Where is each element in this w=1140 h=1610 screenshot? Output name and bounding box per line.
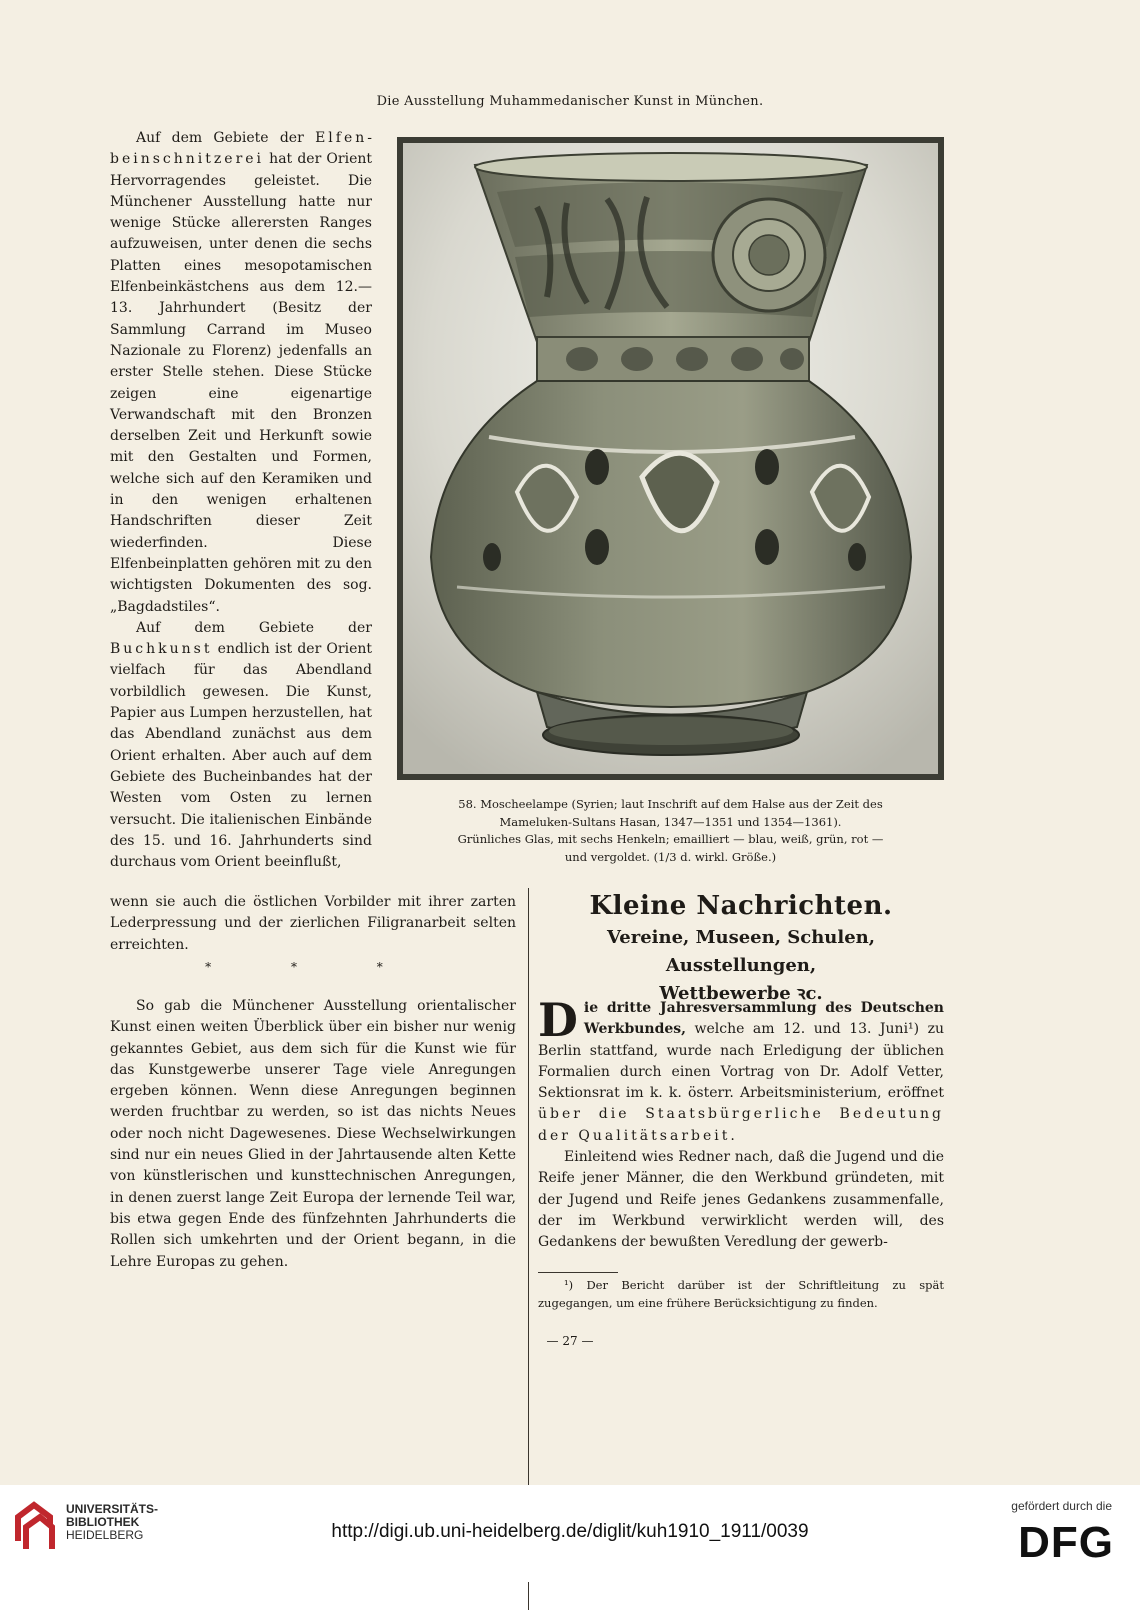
news-lead-bold: ie dritte Jahresversammlung des Deutschen Werkbundes, [583, 1000, 944, 1038]
viewer-footer [0, 1485, 1140, 1582]
source-url-link[interactable]: http://digi.ub.uni-heidelberg.de/diglit/kuh1910_1911/0039 [331, 1521, 809, 1542]
caption-line: 58. Moscheelampe (Syrien; laut Inschrift auf dem Halse aus der Zeit des [458, 797, 883, 811]
funding-label: gefördert durch die [1011, 1499, 1112, 1513]
section-separator: * * * [205, 960, 421, 974]
dfg-logo-icon[interactable]: DFG [1018, 1518, 1114, 1567]
left-column-bottom [110, 996, 516, 1273]
body-paragraph [110, 618, 372, 874]
caption-line: Grünliches Glas, mit sechs Henkeln; emailliert — blau, weiß, grün, rot — [457, 832, 884, 846]
news-heading [538, 888, 944, 1008]
caption-line: und vergoldet. (1/3 d. wirkl. Größe.) [564, 849, 777, 864]
figure-caption [397, 796, 944, 866]
body-paragraph: wenn sie auch die östlichen Vorbilder mit ihrer zarten Lederpressung und der zierlichen Filigranarbeit selten erreichten. [110, 894, 516, 953]
library-name-line: UNIVERSITÄTS- [66, 1502, 159, 1516]
running-head: Die Ausstellung Muhammedanischer Kunst in München. [376, 94, 764, 109]
drop-cap: D [538, 993, 578, 1047]
body-text: hat der Orient Hervorragendes geleistet. Die Münchener Ausstellung hatte nur wenige Stücke allerersten Ranges aufzuweisen, unter denen die sechs Platten eines mesopotamischen Elfenbeinkästchens aus dem 12.—13. Jahrhundert (Besitz der Sammlung Carrand im Museo Nazionale zu Florenz) jedenfalls an erster Stelle stehen. Diese Stücke zeigen eine eigenartige Verwandschaft mit den Bronzen derselben Zeit und Herkunft sowie mit den Gestalten und Formen, welche sich auf den Keramiken und in den wenigen erhaltenen Handschriften dieser Zeit wiederfinden. Diese Elfenbeinplatten gehören mit zu den wichtigsten Dokumenten des sog. „Bagdadstiles“. [110, 151, 372, 615]
footnote-rule [538, 1272, 618, 1273]
news-lead-text: welche am 12. und 13. Juni¹) zu Berlin stattfand, wurde nach Erledigung der üblichen Formalien durch einen Vortrag von Dr. Adolf Vetter, Sektionsrat im k. k. österr. Arbeitsministerium, eröffnet [538, 1021, 944, 1102]
footnote: ¹) Der Bericht darüber ist der Schriftleitung zu spät zugegangen, um eine frühere Berücksichtigung zu finden. [538, 1278, 944, 1310]
spaced-term: Elfenbeinschnitzerei [110, 130, 372, 168]
news-lead-spaced: über die Staatsbürgerliche Bedeutung der Qualitätsarbeit. [538, 1106, 944, 1144]
mosque-lamp-photo [397, 137, 944, 780]
spaced-term: Buchkunst [110, 641, 213, 658]
body-paragraph [110, 128, 372, 618]
news-subtitle: Wettbewerbe ꝛc. [659, 983, 823, 1004]
library-name-line: BIBLIOTHEK [66, 1515, 140, 1529]
body-paragraph: So gab die Münchener Ausstellung orientalischer Kunst einen weiten Überblick über ein bisher nur wenig gekanntes Gebiet, aus dem sich für die Kunst wie für das Kunstgewerbe unserer Tage viele Anregungen ergeben können. Wenn diese Anregungen beginnen werden fruchtbar zu werden, so ist das nichts Neues oder noch nicht Dagewesenes. Diese Wechselwirkungen sind nur ein neues Glied in der Jahrtausende alten Kette von künstlerischen und kunsttechnischen Anregungen, in denen zuerst lange Zeit Europa der lernende Teil war, bis etwa gegen Ende des fünfzehnten Jahrhunderts die Rollen sich umkehrten und der Orient begann, in die Lehre Europas zu gehen. [110, 998, 516, 1270]
full-width-continuation [110, 892, 516, 956]
caption-line: Mameluken-Sultans Hasan, 1347—1351 und 1354—1361). [499, 814, 842, 829]
body-paragraph: Einleitend wies Redner nach, daß die Jugend und die Reife jener Männer, die den Werkbund gründeten, mit der Jugend und Reife jenes Gedankens zusammenfalle, der im Werkbund verwirklicht werden will, des Gedankens der bewußten Veredlung der gewerb- [538, 1149, 944, 1251]
page-number: — 27 — [546, 1334, 594, 1348]
body-text: Auf dem Gebiete der [136, 619, 372, 636]
left-column-top [110, 128, 372, 873]
news-title: Kleine Nachrichten. [589, 891, 893, 921]
news-subtitle: Vereine, Museen, Schulen, Ausstellungen, [606, 927, 876, 976]
mosque-lamp-illustration [397, 137, 944, 780]
body-text: endlich ist der Orient vielfach für das Abendland vorbildlich gewesen. Die Kunst, Papier aus Lumpen herzustellen, hat das Abendland zunächst aus dem Orient erhalten. Aber auch auf dem Gebiete des Bucheinbandes hat der Westen vom Osten zu lernen versucht. Die italienischen Einbände des 15. und 16. Jahrhunderts sind durchaus vom Orient beeinflußt, [110, 641, 372, 871]
library-name-line: HEIDELBERG [66, 1528, 144, 1542]
body-text: Auf dem Gebiete der [136, 130, 316, 146]
